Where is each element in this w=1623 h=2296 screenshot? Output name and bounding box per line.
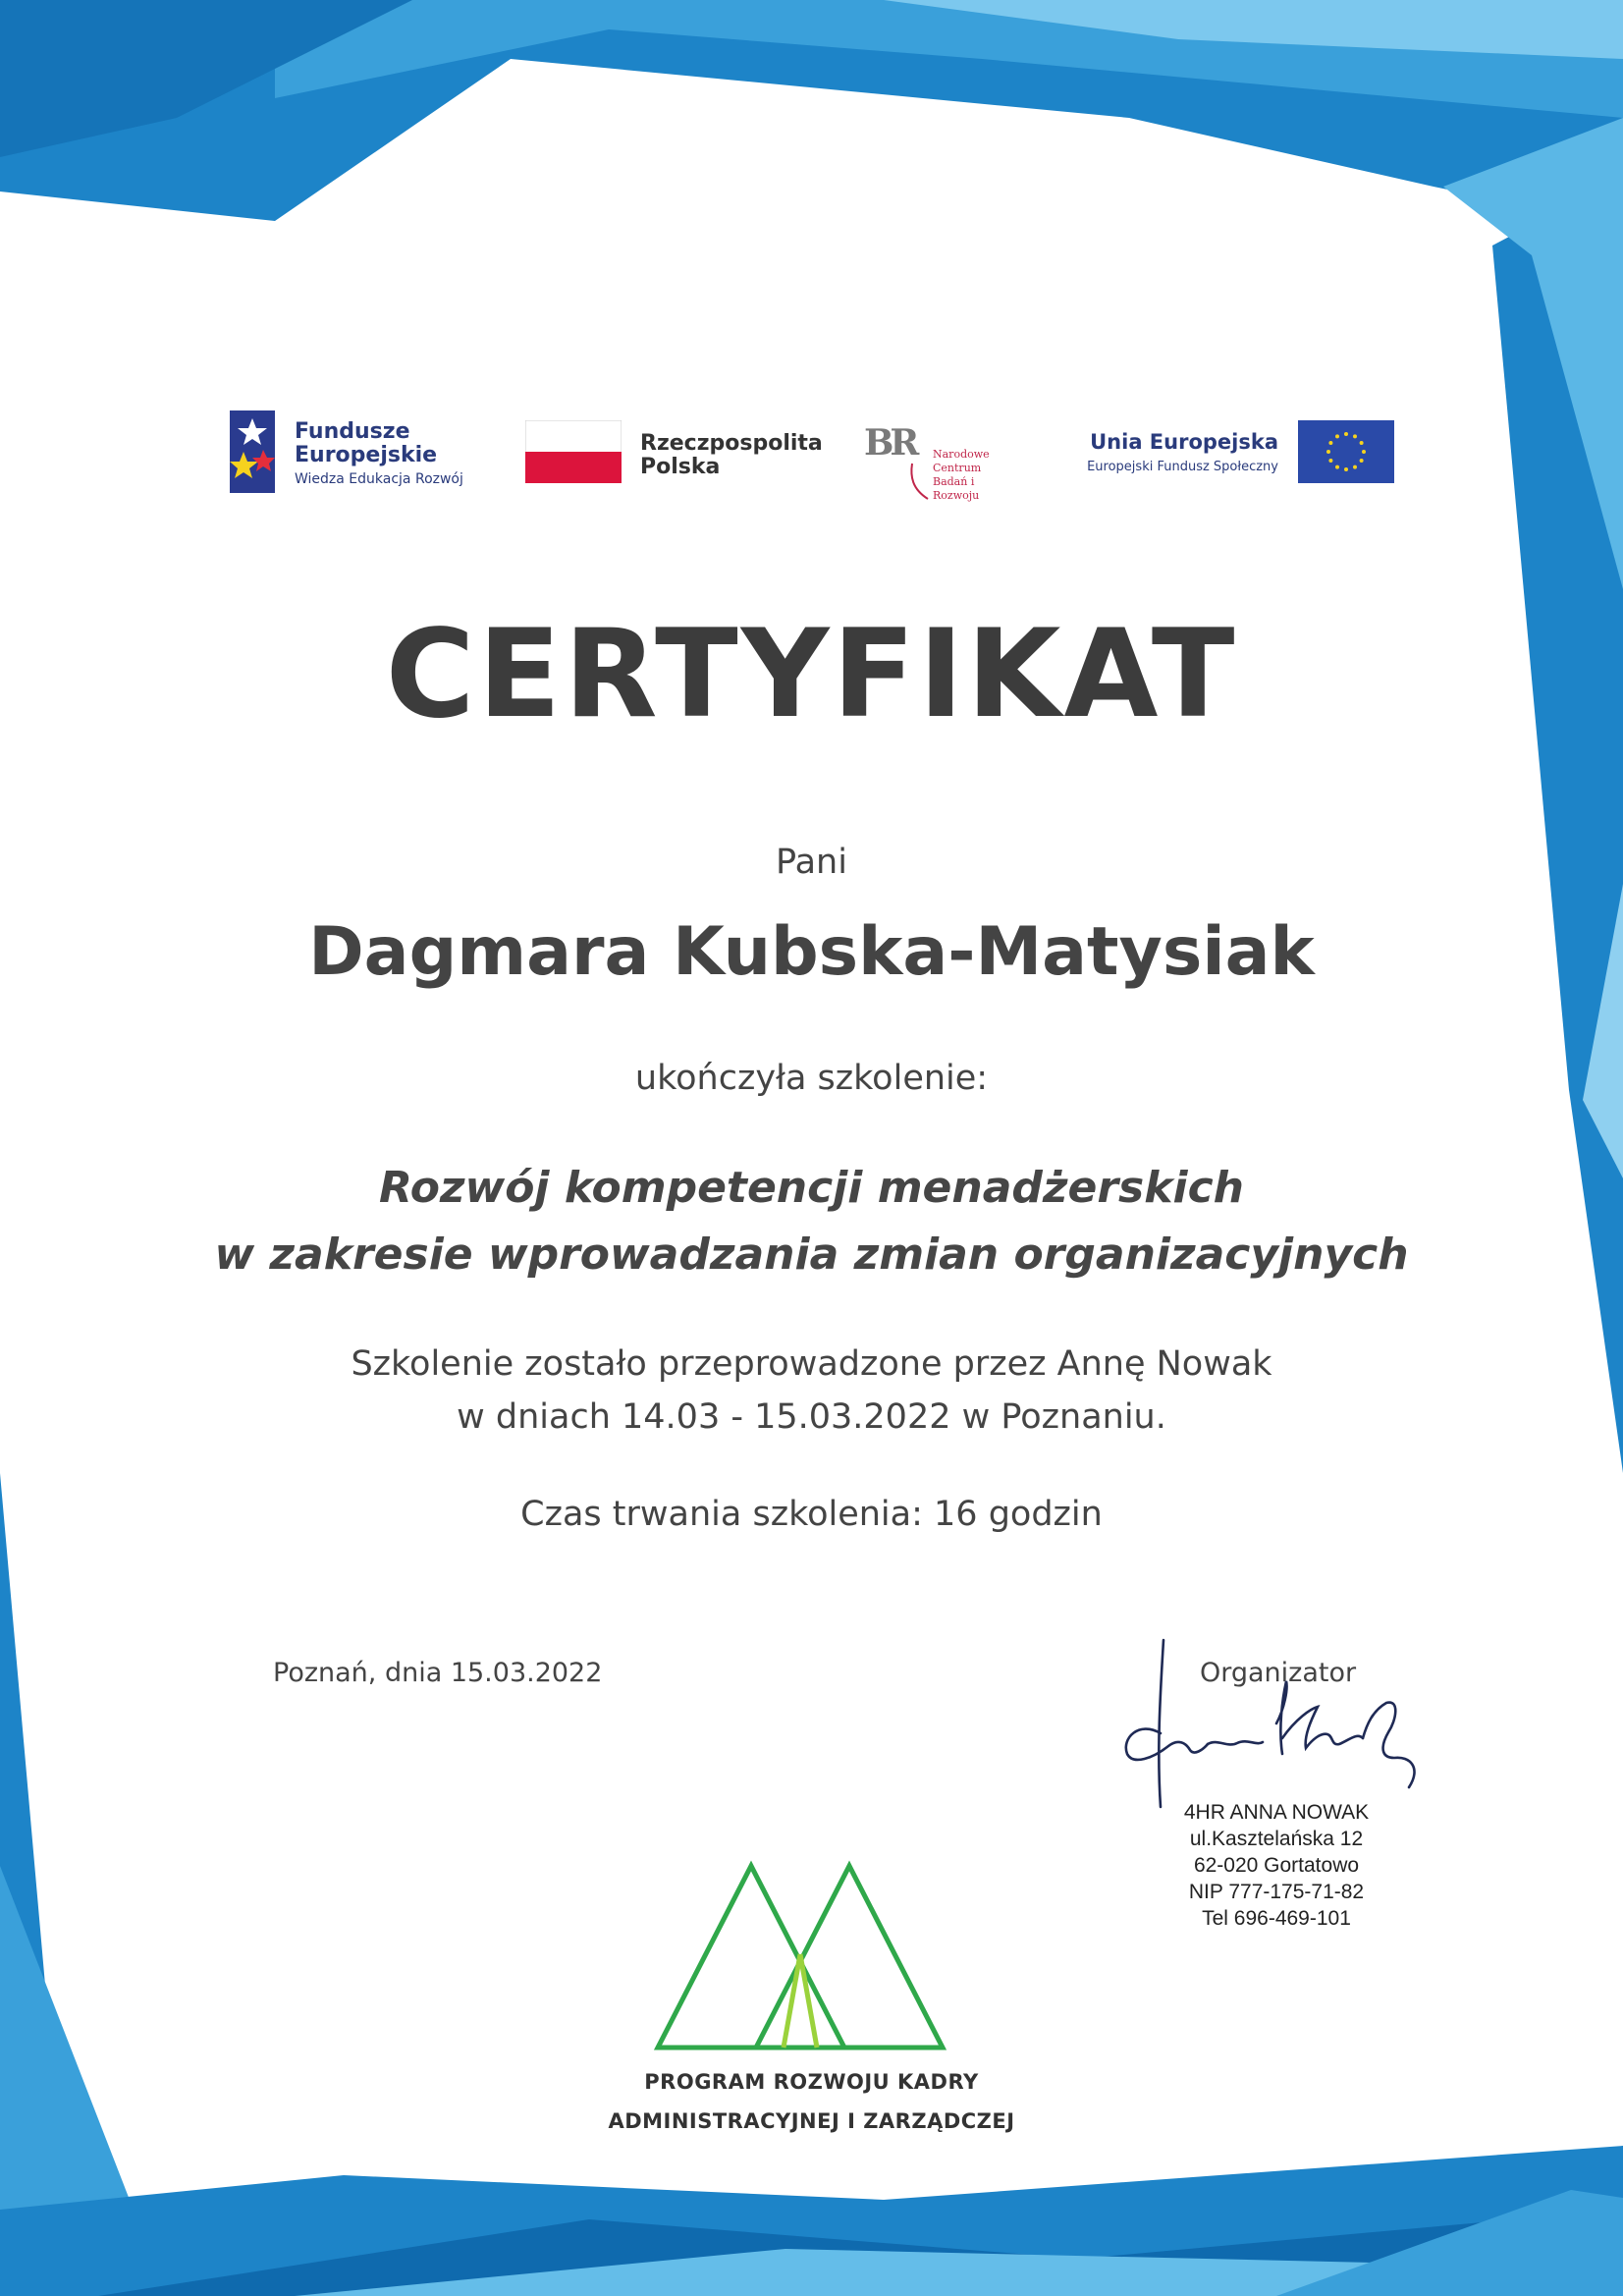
unia-text bbox=[1041, 430, 1278, 474]
stamp-line-1: 4HR ANNA NOWAK bbox=[1183, 1801, 1370, 1824]
program-name bbox=[0, 2062, 1623, 2141]
ue-subtitle: Europejski Fundusz Społeczny bbox=[1087, 460, 1278, 474]
salutation: Pani bbox=[776, 843, 847, 882]
ncbr-line2: Badań i Rozwoju bbox=[933, 475, 980, 502]
certificate-title: CERTYFIKAT bbox=[385, 604, 1238, 745]
stamp-line-4: NIP 777-175-71-82 bbox=[1188, 1881, 1365, 1903]
details-line-2: w dniach 14.03 - 15.03.2022 w Poznaniu. bbox=[457, 1397, 1166, 1437]
place-and-date: Poznań, dnia 15.03.2022 bbox=[273, 1658, 603, 1688]
stamp-line-3: 62-020 Gortatowo bbox=[1193, 1854, 1360, 1877]
stamp-line-2: ul.Kasztelańska 12 bbox=[1189, 1828, 1364, 1850]
program-line-2: ADMINISTRACYJNEJ I ZARZĄDCZEJ bbox=[608, 2109, 1015, 2133]
fe-subtitle: Wiedza Edukacja Rozwój bbox=[295, 471, 463, 487]
polish-flag bbox=[525, 420, 622, 483]
stamp-line-5: Tel 696-469-101 bbox=[1202, 1907, 1351, 1930]
fundusze-europejskie-text bbox=[295, 420, 463, 487]
eu-flag bbox=[1298, 420, 1394, 483]
recipient-name: Dagmara Kubska-Matysiak bbox=[308, 913, 1315, 991]
course-line-2: w zakresie wprowadzania zmian organizacyjnych bbox=[214, 1230, 1409, 1280]
organizer-label: Organizator bbox=[1200, 1658, 1357, 1688]
fundusze-europejskie-logo bbox=[230, 410, 275, 493]
course-title bbox=[0, 1155, 1623, 1288]
rp-line2: Polska bbox=[640, 455, 721, 479]
handwritten-signature bbox=[1109, 1630, 1463, 1827]
program-triangles-logo bbox=[648, 1856, 972, 2052]
ncbr-mark: BR bbox=[864, 422, 916, 464]
ue-title: Unia Europejska bbox=[1090, 430, 1278, 454]
training-details bbox=[0, 1338, 1623, 1444]
program-line-1: PROGRAM ROZWOJU KADRY bbox=[644, 2070, 979, 2094]
ncbr-line1: Narodowe Centrum bbox=[933, 448, 990, 474]
details-line-1: Szkolenie zostało przeprowadzone przez Annę Nowak bbox=[351, 1344, 1272, 1384]
rp-line1: Rzeczpospolita bbox=[640, 431, 823, 456]
ncbr-text bbox=[933, 448, 1011, 503]
fe-line2: Europejskie bbox=[295, 443, 438, 467]
duration: Czas trwania szkolenia: 16 godzin bbox=[520, 1495, 1103, 1534]
organizer-stamp bbox=[1129, 1799, 1424, 1932]
completed-label: ukończyła szkolenie: bbox=[634, 1059, 989, 1098]
fe-line1: Fundusze bbox=[295, 419, 410, 444]
rzeczpospolita-text bbox=[640, 432, 837, 479]
course-line-1: Rozwój kompetencji menadżerskich bbox=[379, 1163, 1244, 1213]
